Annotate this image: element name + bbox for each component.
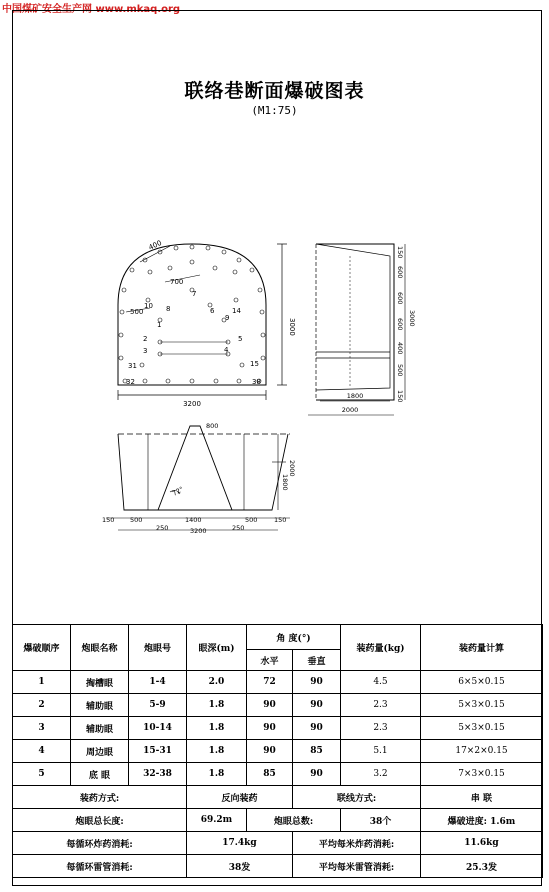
cell-horizontal: 90 [247, 717, 293, 740]
totals-row [13, 809, 543, 832]
drawing-scale: (M1:75) [251, 104, 298, 117]
plan-dim-1: 150 [102, 516, 115, 524]
cell-charge: 2.3 [341, 717, 421, 740]
side-height-5: 400 [396, 342, 404, 355]
cell-seq: 5 [13, 763, 71, 786]
cell-seq: 1 [13, 671, 71, 694]
table-row [13, 671, 543, 694]
front-inner-label-2: 500 [130, 308, 144, 316]
cell-no: 5-9 [129, 694, 187, 717]
plan-view [106, 426, 290, 530]
cell-charge: 3.2 [341, 763, 421, 786]
hole-label-9: 9 [225, 314, 230, 322]
side-outer-width: 2000 [341, 406, 359, 414]
detonator-per-cycle-value: 38发 [187, 855, 293, 878]
side-height-3: 600 [396, 292, 404, 305]
header-name: 炮眼名称 [71, 625, 129, 671]
hole-label-32: 32 [126, 378, 135, 386]
side-height-7: 150 [396, 390, 404, 403]
cell-calc: 5×3×0.15 [421, 694, 543, 717]
header-calc: 装药量计算 [421, 625, 543, 671]
header-depth: 眼深(m) [187, 625, 247, 671]
explosive-per-cycle-value: 17.4kg [187, 832, 293, 855]
charge-method-value: 反向装药 [187, 786, 293, 809]
hole-label-10: 10 [144, 302, 153, 310]
explosive-per-cycle-label: 每循环炸药消耗: [13, 832, 187, 855]
header-charge: 装药量(kg) [341, 625, 421, 671]
cell-depth: 2.0 [187, 671, 247, 694]
front-width-label: 3200 [183, 400, 201, 408]
explosive-per-m-value: 11.6kg [421, 832, 543, 855]
cell-depth: 1.8 [187, 740, 247, 763]
cell-no: 10-14 [129, 717, 187, 740]
header-angle: 角 度(°) [247, 625, 341, 650]
detonator-per-cycle-label: 每循环雷管消耗: [13, 855, 187, 878]
hole-label-5: 5 [238, 335, 243, 343]
plan-small-2: 250 [232, 524, 245, 532]
cell-calc: 17×2×0.15 [421, 740, 543, 763]
plan-right-height-1: 1800 [281, 474, 289, 491]
side-height-1: 150 [396, 246, 404, 259]
cell-no: 15-31 [129, 740, 187, 763]
cell-vertical: 90 [293, 717, 341, 740]
header-vertical: 垂直 [293, 650, 341, 671]
detonator-per-m-label: 平均每米雷管消耗: [293, 855, 421, 878]
plan-total: 3200 [190, 527, 207, 535]
cell-charge: 4.5 [341, 671, 421, 694]
cell-calc: 7×3×0.15 [421, 763, 543, 786]
hole-label-7: 7 [192, 290, 197, 298]
cell-depth: 1.8 [187, 763, 247, 786]
plan-dim-2: 500 [130, 516, 143, 524]
cell-horizontal: 90 [247, 740, 293, 763]
cell-no: 32-38 [129, 763, 187, 786]
advance-label: 爆破进度: [447, 816, 487, 827]
header-horizontal: 水平 [247, 650, 293, 671]
hole-label-4: 4 [224, 346, 229, 354]
table-row [13, 694, 543, 717]
front-view-labels [126, 239, 296, 408]
header-seq: 爆破顺序 [13, 625, 71, 671]
table-header-row [13, 625, 543, 650]
plan-small-1: 250 [156, 524, 169, 532]
front-height-label: 3000 [288, 318, 296, 336]
cell-vertical: 90 [293, 763, 341, 786]
side-height-6: 500 [396, 364, 404, 377]
hole-label-38: 38 [252, 378, 261, 386]
table-row [13, 763, 543, 786]
cell-calc: 5×3×0.15 [421, 717, 543, 740]
total-holes-label: 炮眼总数: [247, 809, 341, 832]
detonator-row [13, 855, 543, 878]
cell-name: 底 眼 [71, 763, 129, 786]
cell-seq: 4 [13, 740, 71, 763]
total-length-value: 69.2m [187, 809, 247, 832]
side-height-4: 600 [396, 318, 404, 331]
plan-dim-4: 500 [245, 516, 258, 524]
hole-label-6: 6 [210, 307, 215, 315]
blast-parameter-table [12, 624, 543, 878]
plan-right-height-2: 2000 [288, 460, 296, 477]
front-view [118, 244, 287, 400]
advance-value: 1.6m [490, 816, 516, 827]
charge-method-row [13, 786, 543, 809]
plan-angle: 72° [171, 485, 185, 498]
cell-charge: 2.3 [341, 694, 421, 717]
cell-horizontal: 72 [247, 671, 293, 694]
hole-label-1: 1 [157, 321, 162, 329]
side-view [308, 244, 405, 415]
cell-name: 掏槽眼 [71, 671, 129, 694]
cell-seq: 2 [13, 694, 71, 717]
plan-dim-3: 1400 [185, 516, 202, 524]
cell-horizontal: 90 [247, 694, 293, 717]
header-no: 炮眼号 [129, 625, 187, 671]
cell-name: 周边眼 [71, 740, 129, 763]
connection-value: 串 联 [421, 786, 543, 809]
total-holes-value: 38个 [341, 809, 421, 832]
explosive-per-m-label: 平均每米炸药消耗: [293, 832, 421, 855]
cell-depth: 1.8 [187, 694, 247, 717]
cell-name: 辅助眼 [71, 694, 129, 717]
explosive-row [13, 832, 543, 855]
side-total-height: 3000 [408, 310, 416, 327]
hole-label-8: 8 [166, 305, 171, 313]
front-inner-label-1: 700 [170, 278, 184, 286]
hole-label-31: 31 [128, 362, 137, 370]
cell-vertical: 85 [293, 740, 341, 763]
cell-no: 1-4 [129, 671, 187, 694]
drawing-title: 联络巷断面爆破图表 [184, 80, 365, 102]
cell-vertical: 90 [293, 694, 341, 717]
charge-method-label: 装药方式: [13, 786, 187, 809]
side-inner-width: 1800 [346, 392, 364, 400]
cell-name: 辅助眼 [71, 717, 129, 740]
hole-label-3: 3 [143, 347, 148, 355]
cell-seq: 3 [13, 717, 71, 740]
advance-cell [421, 809, 543, 832]
cell-charge: 5.1 [341, 740, 421, 763]
cell-vertical: 90 [293, 671, 341, 694]
watermark: 中国煤矿安全生产网 www.mkaq.org [2, 4, 181, 15]
cell-horizontal: 85 [247, 763, 293, 786]
table-row [13, 740, 543, 763]
front-arc-label: 400 [147, 238, 163, 252]
side-height-2: 600 [396, 266, 404, 279]
detonator-per-m-value: 25.3发 [421, 855, 543, 878]
plan-dim-5: 150 [274, 516, 287, 524]
hole-label-15: 15 [250, 360, 259, 368]
plan-top: 800 [206, 422, 219, 430]
cell-depth: 1.8 [187, 717, 247, 740]
hole-label-14: 14 [232, 307, 241, 315]
hole-label-2: 2 [143, 335, 148, 343]
table-row [13, 717, 543, 740]
connection-label: 联线方式: [293, 786, 421, 809]
cell-calc: 6×5×0.15 [421, 671, 543, 694]
total-length-label: 炮眼总长度: [13, 809, 187, 832]
